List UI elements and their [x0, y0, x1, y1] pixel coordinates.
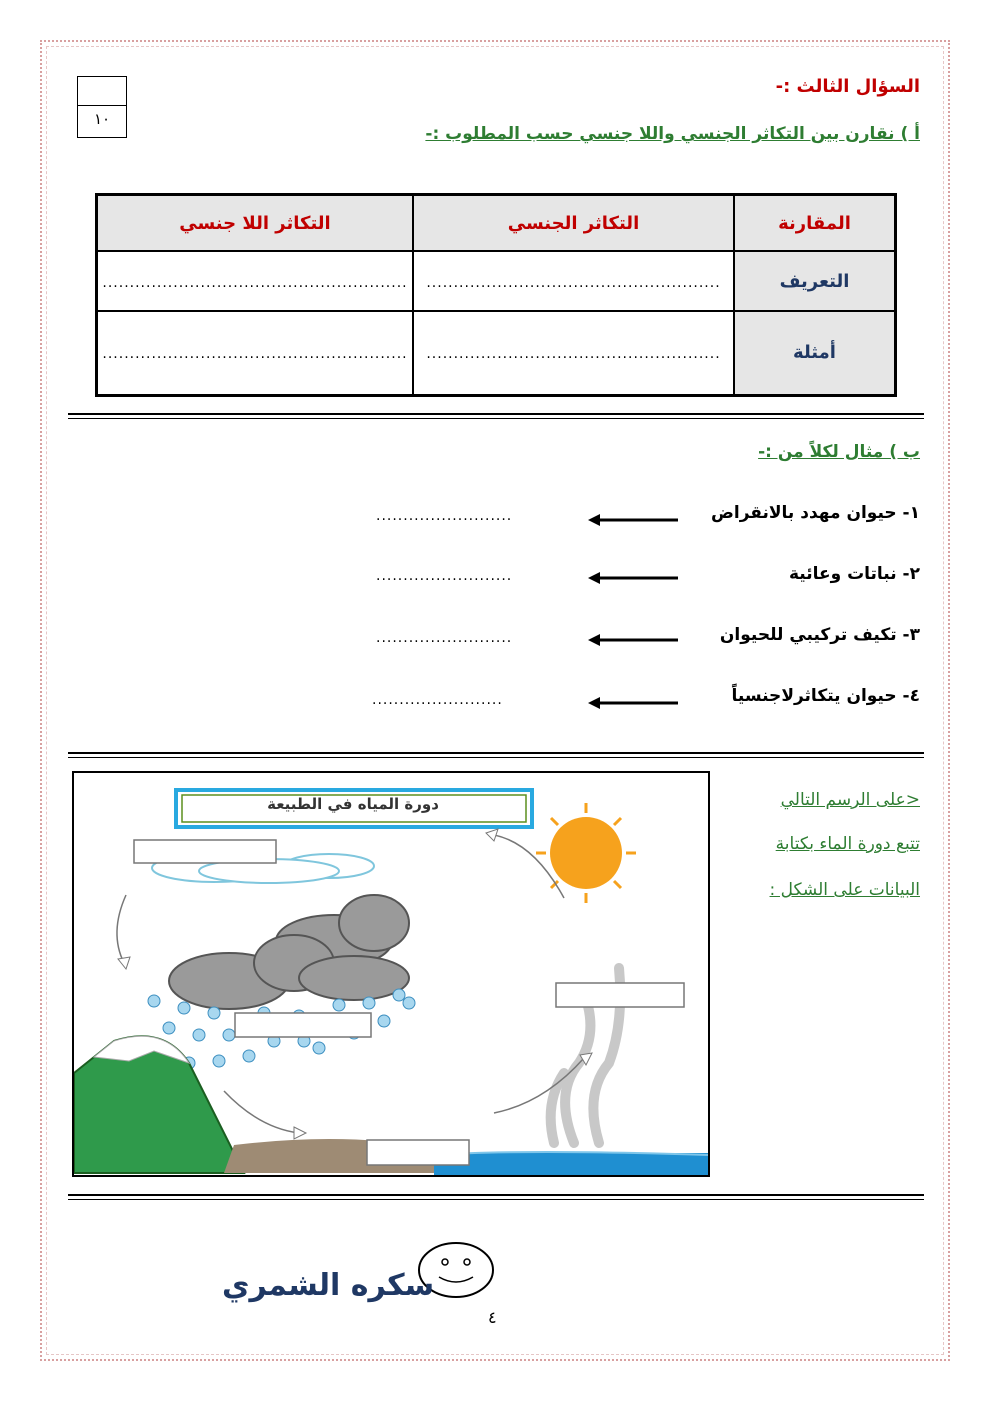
answer-blank[interactable]: .........................	[376, 508, 513, 524]
row-label: أمثلة	[734, 311, 896, 395]
diagram-title: دورة المياه في الطبيعة	[267, 795, 439, 813]
grade-value: ١٠	[93, 110, 111, 128]
answer-blank[interactable]: .........................	[376, 568, 513, 584]
author-signature: سكره الشمري	[222, 1268, 435, 1303]
answer-blank[interactable]: .........................	[376, 630, 513, 646]
label-box-evaporation[interactable]	[134, 840, 276, 863]
table-header-row	[97, 195, 896, 252]
answer-cell[interactable]: ......................................................	[413, 311, 734, 395]
part-c-line: <على الرسم التالي	[780, 790, 920, 810]
label-box-steam[interactable]	[556, 983, 684, 1007]
table-header-cell: التكاثر اللا جنسي	[97, 195, 414, 252]
divider	[68, 413, 924, 415]
divider	[68, 752, 924, 754]
question-title: السؤال الثالث :-	[775, 76, 920, 97]
part-c-line: تتبع دورة الماء بكتابة	[775, 834, 920, 854]
water-cycle-illustration	[74, 773, 708, 1175]
arrow-left-icon	[588, 513, 678, 527]
divider	[68, 757, 924, 758]
answer-cell[interactable]: ........................................................	[97, 251, 414, 311]
table-row	[97, 311, 896, 395]
divider	[68, 418, 924, 419]
table-row	[97, 251, 896, 311]
page-number: ٤	[488, 1308, 497, 1327]
grade-box	[77, 76, 127, 138]
label-box-rain[interactable]	[235, 1013, 371, 1037]
part-c-line: البيانات على الشكل :	[769, 880, 920, 900]
comparison-table	[95, 193, 897, 397]
part-b-title: ب ) مثال لكلاً من :-	[758, 442, 920, 462]
row-label: التعريف	[734, 251, 896, 311]
table-header-cell: التكاثر الجنسي	[413, 195, 734, 252]
divider	[68, 1194, 924, 1196]
label-box-runoff[interactable]	[367, 1140, 469, 1165]
divider	[68, 1199, 924, 1200]
table-header-cell: المقارنة	[734, 195, 896, 252]
part-a-title: أ ) نقارن بين التكاثر الجنسي واللا جنسي حسب المطلوب :-	[425, 124, 920, 144]
water-cycle-diagram	[72, 771, 710, 1177]
arrow-left-icon	[588, 633, 678, 647]
answer-blank[interactable]: ........................	[372, 692, 503, 708]
arrow-left-icon	[588, 571, 678, 585]
answer-cell[interactable]: ........................................................	[97, 311, 414, 395]
list-item: ٣- تكيف تركيبي للحيوان	[719, 625, 920, 645]
list-item: ١- حيوان مهدد بالانقراض	[711, 503, 920, 523]
list-item: ٤- حيوان يتكاثرلاجنسياً	[731, 686, 920, 706]
list-item: ٢- نباتات وعائية	[788, 564, 920, 584]
answer-cell[interactable]: ......................................................	[413, 251, 734, 311]
arrow-left-icon	[588, 696, 678, 710]
